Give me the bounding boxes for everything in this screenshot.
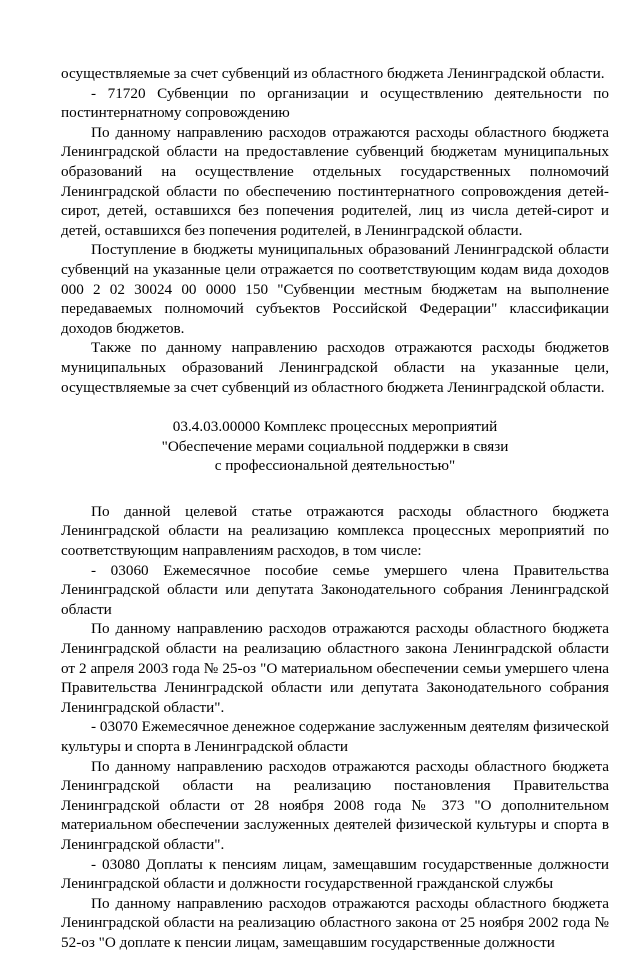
paragraph-continuation: осуществляемые за счет субвенций из областного бюджета Ленинградской области. — [61, 65, 605, 82]
item-03070: - 03070 Ежемесячное денежное содержание заслуженным деятелям физической культуры и спорта в Ленинградской области — [61, 718, 609, 755]
paragraph-71720-revenue: Поступление в бюджеты муниципальных образований Ленинградской области субвенций на указанные цели отражается по соответствующим кодам вида доходов 000 2 02 30024 00 0000 150 "Субвенции местным бюджетам на выполнение передаваемых полномочий субъектов Российской Федерации" классификации доходов бюджетов. — [61, 241, 609, 337]
item-03060: - 03060 Ежемесячное пособие семье умершего члена Правительства Ленинградской области или депутата Законодательного собрания Ленинградской области — [61, 561, 609, 618]
section-heading — [61, 417, 609, 476]
item-71720: - 71720 Субвенции по организации и осуществлению деятельности по постинтернатному сопровождению — [61, 84, 609, 122]
paragraph-03070-description: По данному направлению расходов отражаются расходы областного бюджета Ленинградской области на реализацию постановления Правительства Ленинградской области от 28 ноября 2008 года № 373 "О дополнительном материальном обеспечении заслуженных деятелей физической культуры и спорта в Ленинградской области". — [61, 757, 609, 853]
paragraph-03060-description: По данному направлению расходов отражаются расходы областного бюджета Ленинградской области на реализацию областного закона Ленинградской области от 2 апреля 2003 года № 25-оз "О материальном обеспечении семьи умершего члена Правительства Ленинградской области или депутата Законодательного собрания Ленинградской области". — [61, 620, 609, 716]
item-03080: - 03080 Доплаты к пенсиям лицам, замещавшим государственные должности Ленинградской области и должности государственной гражданской службы — [61, 855, 609, 893]
paragraph-03080-description: По данному направлению расходов отражаются расходы областного бюджета Ленинградской области на реализацию областного закона от 25 ноября 2002 года № 52-оз "О доплате к пенсии лицам, замещавшим государственные должности — [61, 894, 609, 951]
paragraph-71720-municipal: Также по данному направлению расходов отражаются расходы бюджетов муниципальных образований Ленинградской области на указанные цели, осуществляемые за счет субвенций из областного бюджета Ленинградской области. — [61, 339, 609, 396]
paragraph-section-intro: По данной целевой статье отражаются расходы областного бюджета Ленинградской области на реализацию комплекса процессных мероприятий по соответствующим направлениям расходов, в том числе: — [61, 502, 609, 560]
section-heading-line-2: "Обеспечение мерами социальной поддержки в связи — [161, 437, 509, 455]
section-heading-line-1: 03.4.03.00000 Комплекс процессных мероприятий — [172, 418, 498, 436]
paragraph-71720-description: По данному направлению расходов отражаются расходы областного бюджета Ленинградской области на предоставление субвенций бюджетам муниципальных образований на осуществление отдельных государственных полномочий Ленинградской области по обеспечению постинтернатного сопровождения детей-сирот, детей, оставшихся без попечения родителей, лиц из числа детей-сирот и детей, оставшихся без попечения родителей, в Ленинградской области. — [61, 123, 609, 239]
section-heading-line-3: с профессиональной деятельностью" — [214, 457, 456, 475]
